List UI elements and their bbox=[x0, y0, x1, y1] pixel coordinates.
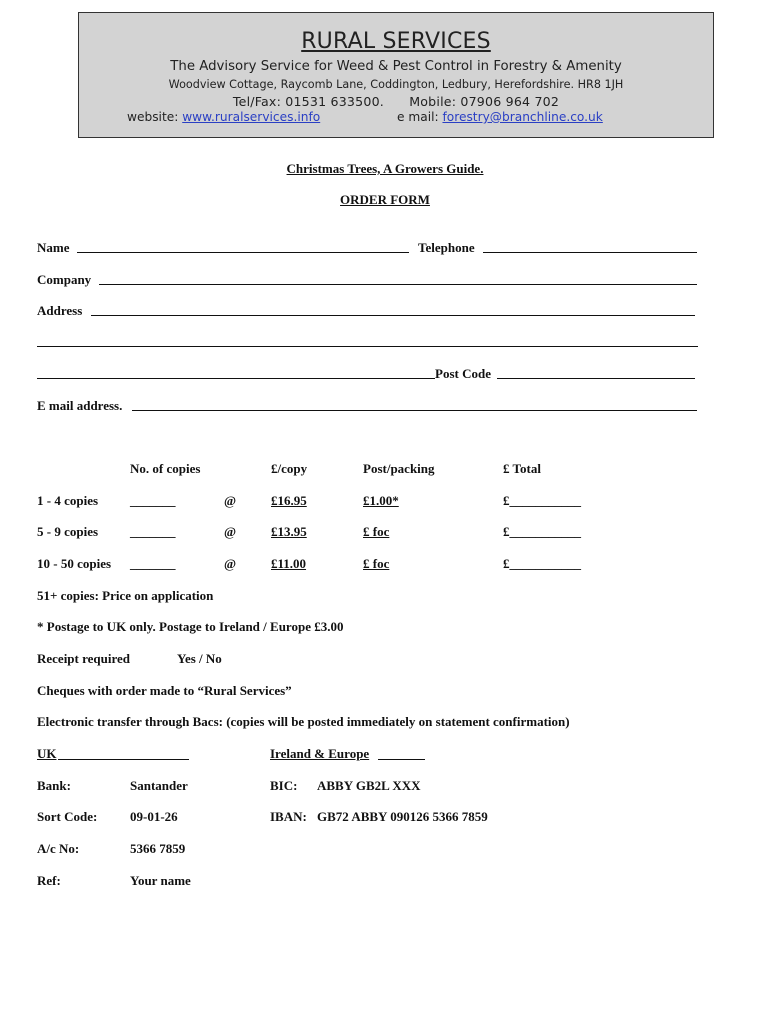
reference-label: Ref: bbox=[37, 873, 61, 888]
copies-input-5-9[interactable]: _______ bbox=[130, 524, 176, 539]
ireland-heading: Ireland & Europe bbox=[270, 746, 370, 761]
uk-heading: UK bbox=[37, 746, 57, 761]
copies-input-1-4[interactable]: _______ bbox=[130, 493, 176, 508]
receipt-options[interactable]: Yes / No bbox=[177, 651, 222, 666]
at-sign: @ bbox=[224, 524, 237, 539]
col-header-copies: No. of copies bbox=[130, 461, 201, 476]
account-number-value: 5366 7859 bbox=[130, 841, 186, 856]
account-number-label: A/c No: bbox=[37, 841, 80, 856]
email-address-label: E mail address. bbox=[37, 398, 123, 413]
company-name: RURAL SERVICES bbox=[301, 29, 491, 54]
form-title: ORDER FORM bbox=[340, 192, 430, 207]
receipt-label: Receipt required bbox=[37, 651, 131, 666]
address-field-line-1[interactable] bbox=[91, 315, 695, 316]
email-link[interactable]: forestry@branchline.co.uk bbox=[442, 110, 603, 124]
bank-value: Santander bbox=[130, 778, 188, 793]
company-tagline: The Advisory Service for Weed & Pest Control in Forestry & Amenity bbox=[170, 59, 622, 74]
reference-value: Your name bbox=[130, 873, 191, 888]
sort-code-label: Sort Code: bbox=[37, 809, 98, 824]
bank-label: Bank: bbox=[37, 778, 71, 793]
website-link[interactable]: www.ruralservices.info bbox=[182, 110, 321, 124]
company-field[interactable] bbox=[99, 284, 697, 285]
bic-label: BIC: bbox=[270, 778, 298, 793]
telephone-label: Telephone bbox=[418, 240, 475, 255]
row-label-10-50: 10 - 50 copies bbox=[37, 556, 112, 571]
bic-value: ABBY GB2L XXX bbox=[317, 778, 421, 793]
address-label: Address bbox=[37, 303, 83, 318]
post-code-label: Post Code bbox=[435, 366, 491, 381]
iban-value: GB72 ABBY 090126 5366 7859 bbox=[317, 809, 488, 824]
bacs-note: Electronic transfer through Bacs: (copies will be posted immediately on statement confirmation) bbox=[37, 714, 570, 729]
address-field-line-3[interactable] bbox=[37, 378, 435, 379]
col-header-postage: Post/packing bbox=[363, 461, 435, 476]
cheques-note: Cheques with order made to “Rural Services” bbox=[37, 683, 292, 698]
ireland-heading-rule bbox=[378, 759, 425, 760]
address-field-line-2[interactable] bbox=[37, 346, 698, 347]
price-5-9: £13.95 bbox=[271, 524, 307, 539]
at-sign: @ bbox=[224, 493, 237, 508]
price-10-50: £11.00 bbox=[271, 556, 307, 571]
letterhead bbox=[78, 12, 714, 138]
postage-5-9: £ foc bbox=[363, 524, 390, 539]
row-label-1-4: 1 - 4 copies bbox=[37, 493, 99, 508]
email-address-field[interactable] bbox=[132, 410, 697, 411]
name-label: Name bbox=[37, 240, 70, 255]
document-title: Christmas Trees, A Growers Guide. bbox=[286, 161, 484, 176]
col-header-price: £/copy bbox=[271, 461, 308, 476]
total-input-1-4[interactable]: £___________ bbox=[503, 493, 581, 508]
copies-input-10-50[interactable]: _______ bbox=[130, 556, 176, 571]
iban-label: IBAN: bbox=[270, 809, 307, 824]
company-phone: Tel/Fax: 01531 633500. Mobile: 07906 964 702 bbox=[232, 94, 560, 109]
total-input-5-9[interactable]: £___________ bbox=[503, 524, 581, 539]
price-1-4: £16.95 bbox=[271, 493, 307, 508]
email-label: e mail: bbox=[397, 110, 439, 124]
company-label: Company bbox=[37, 272, 92, 287]
row-label-5-9: 5 - 9 copies bbox=[37, 524, 99, 539]
company-address: Woodview Cottage, Raycomb Lane, Coddington, Ledbury, Herefordshire. HR8 1JH bbox=[168, 78, 624, 91]
col-header-total: £ Total bbox=[503, 461, 541, 476]
email-line bbox=[397, 110, 603, 124]
total-input-10-50[interactable]: £___________ bbox=[503, 556, 581, 571]
uk-heading-rule bbox=[58, 759, 189, 760]
post-code-field[interactable] bbox=[497, 378, 695, 379]
postage-note: * Postage to UK only. Postage to Ireland / Europe £3.00 bbox=[37, 619, 344, 634]
bulk-price-note: 51+ copies: Price on application bbox=[37, 588, 214, 603]
postage-1-4: £1.00* bbox=[363, 493, 399, 508]
website-line bbox=[127, 110, 320, 124]
website-label: website: bbox=[127, 110, 179, 124]
postage-10-50: £ foc bbox=[363, 556, 390, 571]
sort-code-value: 09-01-26 bbox=[130, 809, 178, 824]
telephone-field[interactable] bbox=[483, 252, 697, 253]
name-field[interactable] bbox=[77, 252, 409, 253]
at-sign: @ bbox=[224, 556, 237, 571]
